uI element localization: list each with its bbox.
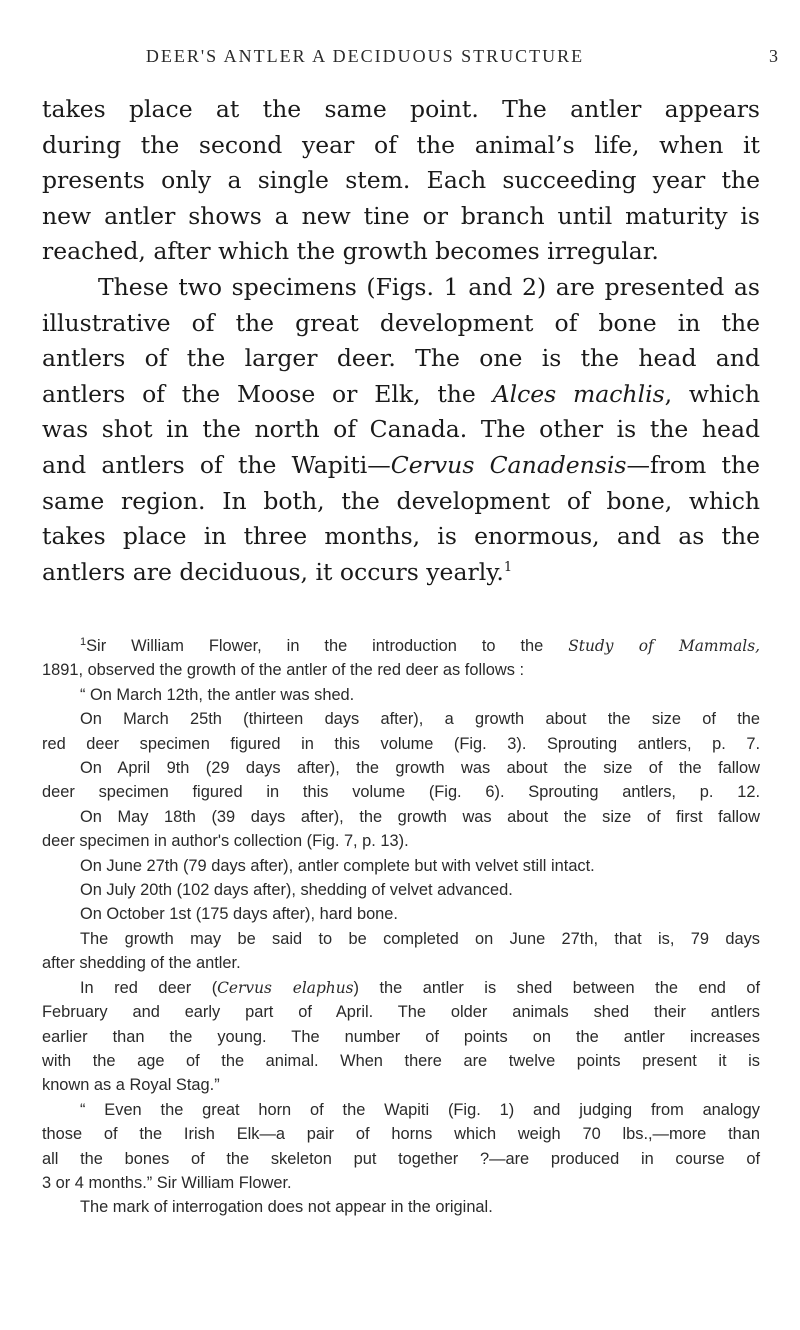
body-line: was shot in the north of Canada. The other is the head	[42, 415, 760, 444]
footnote-line: deer specimen in author's collection (Fig. 7, p. 13).	[42, 832, 409, 851]
body-line	[42, 448, 760, 484]
page-number: 3	[769, 46, 778, 66]
book-title: Study of Mammals,	[568, 637, 760, 655]
body-text-run: antlers of the Moose or Elk, the	[42, 379, 493, 408]
body-line: reached, after which the growth becomes irregular.	[42, 237, 659, 266]
footnote-mark: 1	[80, 636, 87, 648]
footnote-text-run: Sir William Flower, in the introduction to the	[86, 637, 569, 655]
footnote-line: On October 1st (175 days after), hard bone.	[80, 905, 398, 924]
body-line	[42, 377, 760, 413]
body-line: takes place at the same point. The antler appears	[42, 95, 760, 123]
body-text-run: —from the	[626, 450, 760, 479]
footnote-line: all the bones of the skeleton put together ?—are produced in course of	[42, 1149, 760, 1168]
footnote-line: On June 27th (79 days after), antler complete but with velvet still intact.	[80, 856, 595, 875]
footnote-line: On March 25th (thirteen days after), a growth about the size of the	[80, 710, 760, 729]
footnote-text-run: In red deer (	[80, 978, 218, 997]
species-name: Cervus Canadensis	[390, 450, 627, 479]
footnote-line: red deer specimen figured in this volume (Fig. 3). Sprouting antlers, p. 7.	[42, 734, 760, 753]
footnote-line: “ On March 12th, the antler was shed.	[80, 685, 355, 704]
body-line: same region. In both, the development of bone, which	[42, 486, 760, 515]
body-line: illustrative of the great development of bone in the	[42, 308, 760, 337]
footnote-line	[42, 634, 760, 658]
footnote-line	[42, 976, 760, 1000]
footnote-line: February and early part of April. The older animals shed their antlers	[42, 1003, 760, 1022]
footnote-line: “ Even the great horn of the Wapiti (Fig. 1) and judging from analogy	[80, 1100, 760, 1119]
footnote	[42, 634, 760, 1220]
footnote-line: after shedding of the antler.	[42, 954, 241, 973]
body-line: These two specimens (Figs. 1 and 2) are presented as	[98, 272, 760, 301]
body-line: presents only a single stem. Each succeeding year the	[42, 166, 760, 195]
footnote-line: those of the Irish Elk—a pair of horns which weigh 70 lbs.,—more than	[42, 1125, 760, 1144]
footnote-line: On May 18th (39 days after), the growth was about the size of first fallow	[80, 807, 760, 826]
footnote-line: 1891, observed the growth of the antler of the red deer as follows :	[42, 661, 524, 680]
footnote-line: with the age of the animal. When there are twelve points present it is	[42, 1051, 760, 1070]
footnote-line: 3 or 4 months.” Sir William Flower.	[42, 1173, 292, 1192]
footnote-line: On July 20th (102 days after), shedding of velvet advanced.	[80, 881, 513, 900]
species-name: Alces machlis	[492, 379, 665, 408]
body-line: takes place in three months, is enormous, and as the	[42, 522, 760, 551]
species-name: Cervus elaphus	[217, 978, 354, 997]
body-line: new antler shows a new tine or branch until maturity is	[42, 201, 760, 230]
body-text-run: and antlers of the Wapiti—	[42, 450, 391, 479]
footnote-text-run: ) the antler is shed between the end of	[353, 978, 760, 997]
footnote-line: known as a Royal Stag.”	[42, 1076, 220, 1095]
body-line: antlers of the larger deer. The one is the head and	[42, 344, 760, 373]
main-paragraphs	[42, 92, 760, 590]
footnote-line: The growth may be said to be completed on June 27th, that is, 79 days	[80, 929, 760, 948]
body-text-run: , which	[664, 379, 760, 408]
footnote-reference: 1	[503, 559, 513, 575]
body-line	[42, 555, 760, 591]
footnote-line: On April 9th (29 days after), the growth was about the size of the fallow	[80, 759, 760, 778]
running-head: DEER'S ANTLER A DECIDUOUS STRUCTURE	[145, 46, 585, 66]
body-text-run: antlers are deciduous, it occurs yearly.	[42, 557, 504, 586]
body-line: during the second year of the animal’s life, when it	[42, 130, 760, 159]
footnote-line: deer specimen figured in this volume (Fig. 6). Sprouting antlers, p. 12.	[42, 783, 760, 802]
footnote-line: The mark of interrogation does not appear in the original.	[80, 1198, 493, 1217]
footnote-line: earlier than the young. The number of points on the antler increases	[42, 1027, 760, 1046]
